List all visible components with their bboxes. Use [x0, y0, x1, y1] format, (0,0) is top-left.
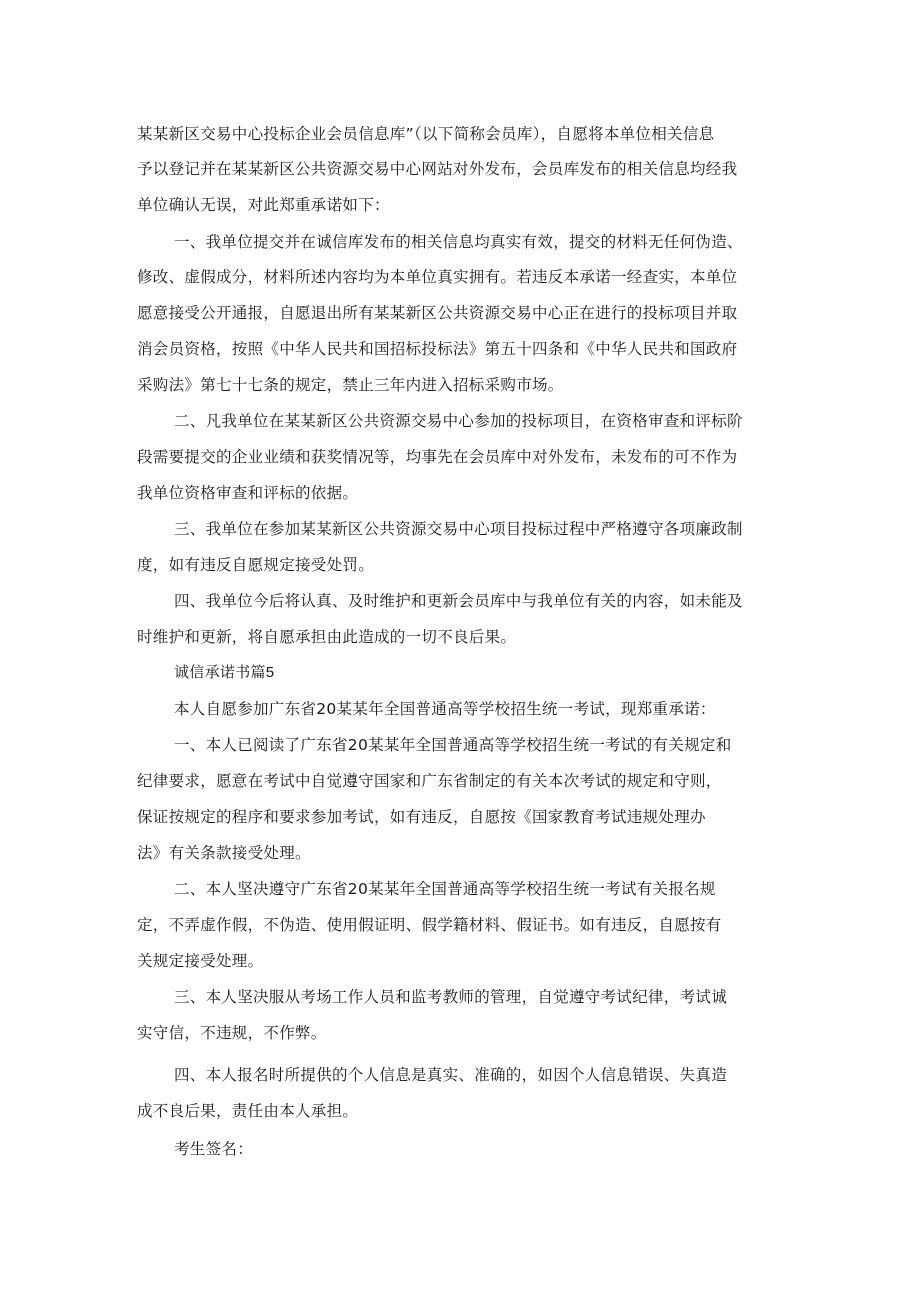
signature-label: 考生签名：: [174, 1140, 254, 1158]
text-line: 修改、虚假成分，材料所述内容均为本单位真实拥有。若违反本承诺一经查实，本单位: [137, 268, 738, 286]
text-line: 本人自愿参加广东省20某某年全国普通高等学校招生统一考试，现郑重承诺：: [174, 700, 716, 718]
text-line: 一、我单位提交并在诚信库发布的相关信息均真实有效，提交的材料无任何伪造、: [174, 233, 743, 251]
text-line: 时维护和更新，将自愿承担由此造成的一切不良后果。: [137, 628, 517, 646]
text-line: 度，如有违反自愿规定接受处罚。: [137, 556, 375, 574]
text-line: 关规定接受处理。: [137, 952, 264, 970]
text-line: 予以登记并在某某新区公共资源交易中心网站对外发布，会员库发布的相关信息均经我: [137, 160, 738, 178]
text-line: 三、本人坚决服从考场工作人员和监考教师的管理，自觉遵守考试纪律，考试诚: [174, 988, 728, 1006]
text-line: 实守信，不违规，不作弊。: [137, 1024, 327, 1042]
text-line: 三、我单位在参加某某新区公共资源交易中心项目投标过程中严格遵守各项廉政制: [174, 520, 743, 538]
text-line: 某某新区交易中心投标企业会员信息库”（以下简称会员库），自愿将本单位相关信息: [137, 125, 715, 143]
text-line: 法》有关条款接受处理。: [137, 844, 311, 862]
text-line: 定，不弄虚作假，不伪造、使用假证明、假学籍材料、假证书。如有违反，自愿按有: [137, 916, 722, 934]
text-line: 愿意接受公开通报，自愿退出所有某某新区公共资源交易中心正在进行的投标项目并取: [137, 304, 738, 322]
text-line: 我单位资格审查和评标的依据。: [137, 484, 359, 502]
text-line: 消会员资格，按照《中华人民共和国招标投标法》第五十四条和《中华人民共和国政府: [137, 340, 738, 358]
text-line: 四、我单位今后将认真、及时维护和更新会员库中与我单位有关的内容，如未能及: [174, 592, 743, 610]
text-line: 二、凡我单位在某某新区公共资源交易中心参加的投标项目，在资格审查和评标阶: [174, 412, 743, 430]
text-line: 一、本人已阅读了广东省20某某年全国普通高等学校招生统一考试的有关规定和: [174, 736, 732, 754]
text-line: 保证按规定的程序和要求参加考试，如有违反，自愿按《国家教育考试违规处理办: [137, 808, 706, 826]
section-heading: 诚信承诺书篇5: [174, 664, 275, 681]
text-line: 二、本人坚决遵守广东省20某某年全国普通高等学校招生统一考试有关报名规: [174, 880, 716, 898]
text-line: 段需要提交的企业业绩和获奖情况等，均事先在会员库中对外发布，未发布的可不作为: [137, 448, 738, 466]
text-line: 成不良后果，责任由本人承担。: [137, 1102, 359, 1120]
text-line: 纪律要求，愿意在考试中自觉遵守国家和广东省制定的有关本次考试的规定和守则，: [137, 772, 722, 790]
text-line: 四、本人报名时所提供的个人信息是真实、准确的，如因个人信息错误、失真造: [174, 1066, 728, 1084]
text-line: 单位确认无误，对此郑重承诺如下：: [137, 196, 390, 214]
text-line: 采购法》第七十七条的规定，禁止三年内进入招标采购市场。: [137, 376, 564, 394]
